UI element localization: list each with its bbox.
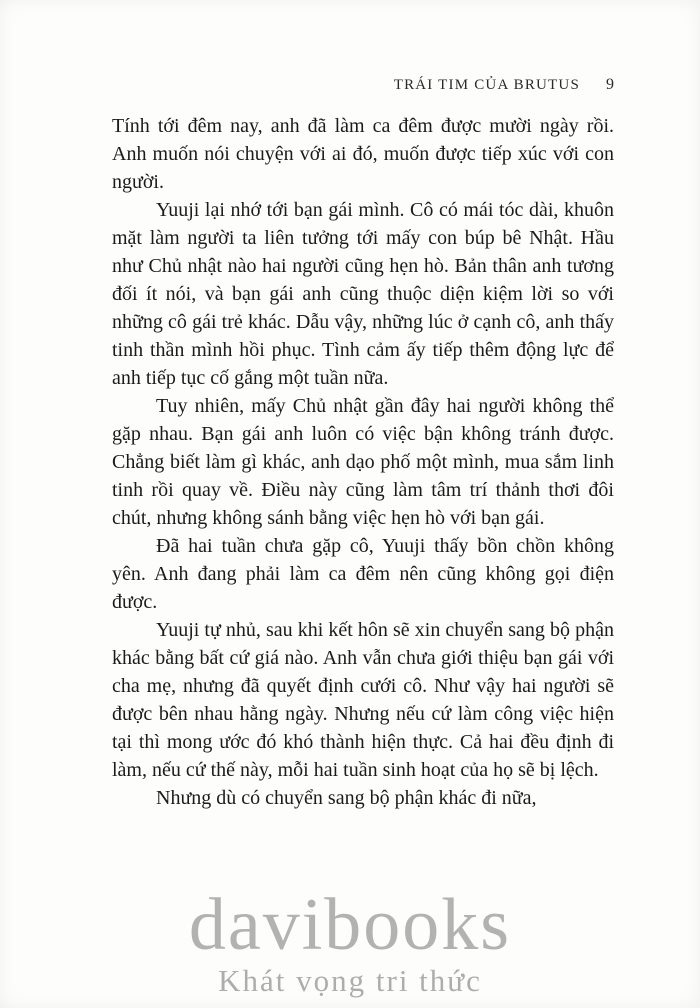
paragraph: Yuuji lại nhớ tới bạn gái mình. Cô có mái tóc dài, khuôn mặt làm người ta liên tưởng tới mấy con búp bê Nhật. Hầu như Chủ nhật nào hai người cũng hẹn hò. Bản thân anh tương đối ít nói, và bạn gái anh cũng thuộc diện kiệm lời so với những cô gái trẻ khác. Dẫu vậy, những lúc ở cạnh cô, anh thấy tinh thần mình hồi phục. Tình cảm ấy tiếp thêm động lực để anh tiếp tục cố gắng một tuần nữa. [112, 199, 614, 389]
book-title: TRÁI TIM CỦA BRUTUS [393, 77, 580, 93]
paragraph: Nhưng dù có chuyển sang bộ phận khác đi nữa, [156, 787, 537, 809]
paragraph: Đã hai tuần chưa gặp cô, Yuuji thấy bồn chồn không yên. Anh đang phải làm ca đêm nên cũng không gọi điện được. [112, 535, 614, 613]
publisher-watermark [0, 884, 700, 998]
watermark-tagline: Khát vọng tri thức [218, 963, 482, 998]
paragraph: Tuy nhiên, mấy Chủ nhật gần đây hai người không thể gặp nhau. Bạn gái anh luôn có việc bận không tránh được. Chẳng biết làm gì khác, anh dạo phố một mình, mua sắm linh tinh rồi quay về. Điều này cũng làm tâm trí thảnh thơi đôi chút, nhưng không sánh bằng việc hẹn hò với bạn gái. [112, 395, 614, 529]
page-number: 9 [606, 76, 614, 93]
body-text [112, 112, 614, 812]
running-header [112, 76, 614, 94]
watermark-brand: davibooks [188, 884, 512, 966]
paragraph: Tính tới đêm nay, anh đã làm ca đêm được mười ngày rồi. Anh muốn nói chuyện với ai đó, muốn được tiếp xúc với con người. [112, 115, 614, 193]
paragraph: Yuuji tự nhủ, sau khi kết hôn sẽ xin chuyển sang bộ phận khác bằng bất cứ giá nào. Anh vẫn chưa giới thiệu bạn gái với cha mẹ, nhưng đã quyết định cưới cô. Như vậy hai người sẽ được bên nhau hằng ngày. Nhưng nếu cứ làm công việc hiện tại thì mong ước đó khó thành hiện thực. Cả hai đều định đi làm, nếu cứ thế này, mỗi hai tuần sinh hoạt của họ sẽ bị lệch. [112, 619, 614, 781]
